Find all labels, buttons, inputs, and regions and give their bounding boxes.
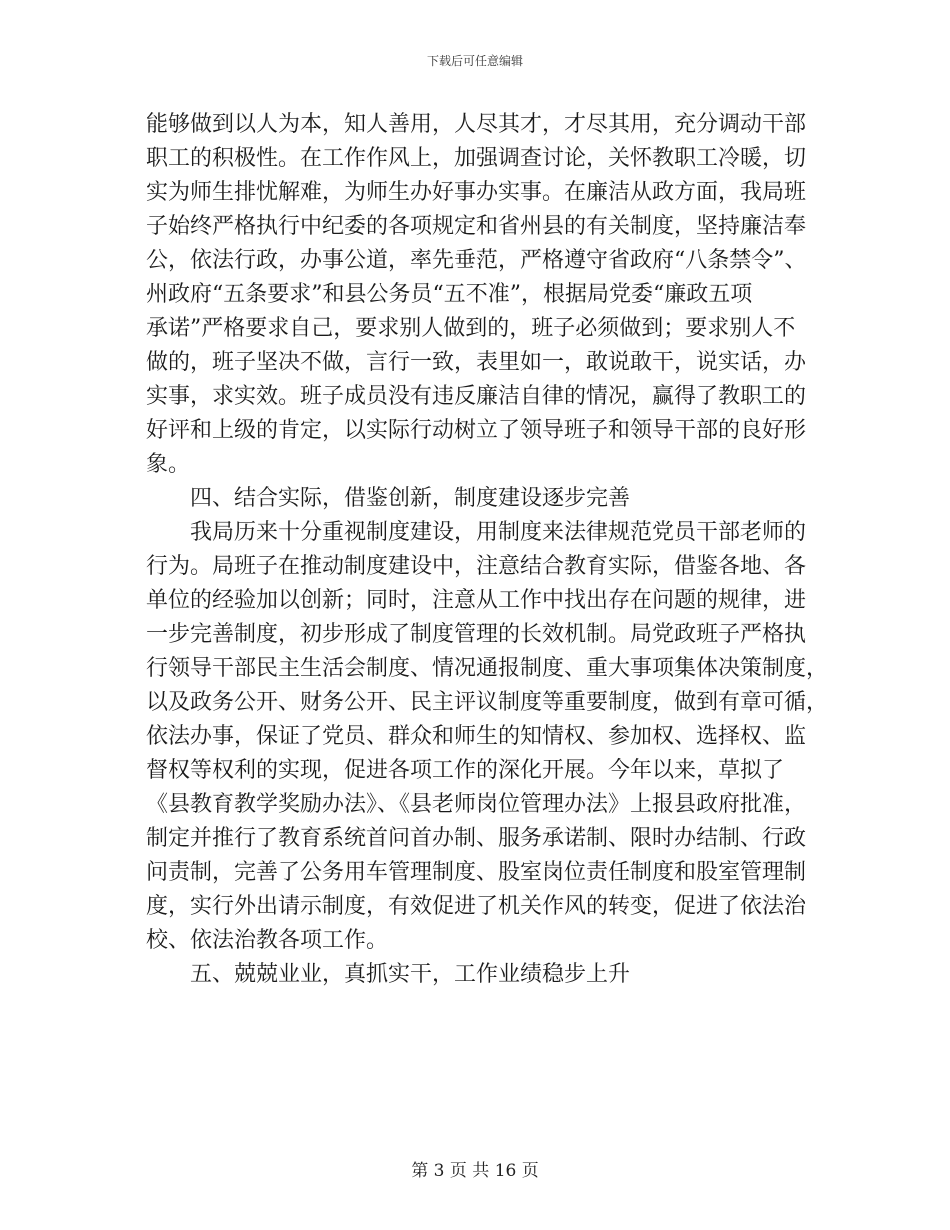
text-line: 单位的经验加以创新；同时，注意从工作中找出存在问题的规律，进 xyxy=(146,588,807,613)
text-line: 一步完善制度，初步形成了制度管理的长效机制。局党政班子严格执 xyxy=(146,622,807,647)
text-line: 做的，班子坚决不做，言行一致，表里如一，敢说敢干，说实话，办 xyxy=(146,350,807,375)
page-footer: 第 3 页 共 16 页 xyxy=(411,1161,539,1181)
text-line: 承诺”严格要求自己，要求别人做到的，班子必须做到；要求别人不 xyxy=(146,316,796,341)
page-header: 下载后可任意编辑 xyxy=(426,54,523,68)
text-line: 能够做到以人为本，知人善用，人尽其才，才尽其用，充分调动干部 xyxy=(146,112,807,137)
text-line: 以及政务公开、财务公开、民主评议制度等重要制度，做到有章可循， xyxy=(146,690,829,715)
text-line: 州政府“五条要求”和县公务员“五不准”，根据局党委“廉政五项 xyxy=(146,282,753,307)
text-line: 校、依法治教各项工作。 xyxy=(146,928,389,953)
text-line: 五、兢兢业业，真抓实干，工作业绩稳步上升 xyxy=(190,962,631,987)
text-line: 行领导干部民主生活会制度、情况通报制度、重大事项集体决策制度， xyxy=(146,656,829,681)
text-line: 依法办事，保证了党员、群众和师生的知情权、参加权、选择权、监 xyxy=(146,724,807,749)
text-line: 子始终严格执行中纪委的各项规定和省州县的有关制度，坚持廉洁奉 xyxy=(146,214,807,239)
text-line: 公，依法行政，办事公道，率先垂范，严格遵守省政府“八条禁令”、 xyxy=(146,248,807,273)
text-line: 实为师生排忧解难，为师生办好事办实事。在廉洁从政方面，我局班 xyxy=(146,180,807,205)
text-line: 四、结合实际，借鉴创新，制度建设逐步完善 xyxy=(190,486,631,511)
text-line: 问责制，完善了公务用车管理制度、股室岗位责任制度和股室管理制 xyxy=(146,860,807,885)
text-line: 制定并推行了教育系统首问首办制、服务承诺制、限时办结制、行政 xyxy=(146,826,807,851)
text-line: 行为。局班子在推动制度建设中，注意结合教育实际，借鉴各地、各 xyxy=(146,554,807,579)
text-line: 我局历来十分重视制度建设，用制度来法律规范党员干部老师的 xyxy=(190,520,807,545)
text-line: 度，实行外出请示制度，有效促进了机关作风的转变，促进了依法治 xyxy=(146,894,807,919)
document-body xyxy=(146,108,829,992)
text-line: 督权等权利的实现，促进各项工作的深化开展。今年以来，草拟了 xyxy=(146,758,785,783)
text-line: 象。 xyxy=(146,452,191,477)
text-line: 好评和上级的肯定，以实际行动树立了领导班子和领导干部的良好形 xyxy=(146,418,807,443)
text-line: 《县教育教学奖励办法》、《县老师岗位管理办法》上报县政府批准， xyxy=(146,792,807,817)
text-line: 职工的积极性。在工作作风上，加强调查讨论，关怀教职工冷暖，切 xyxy=(146,146,807,171)
text-line: 实事，求实效。班子成员没有违反廉洁自律的情况，赢得了教职工的 xyxy=(146,384,807,409)
